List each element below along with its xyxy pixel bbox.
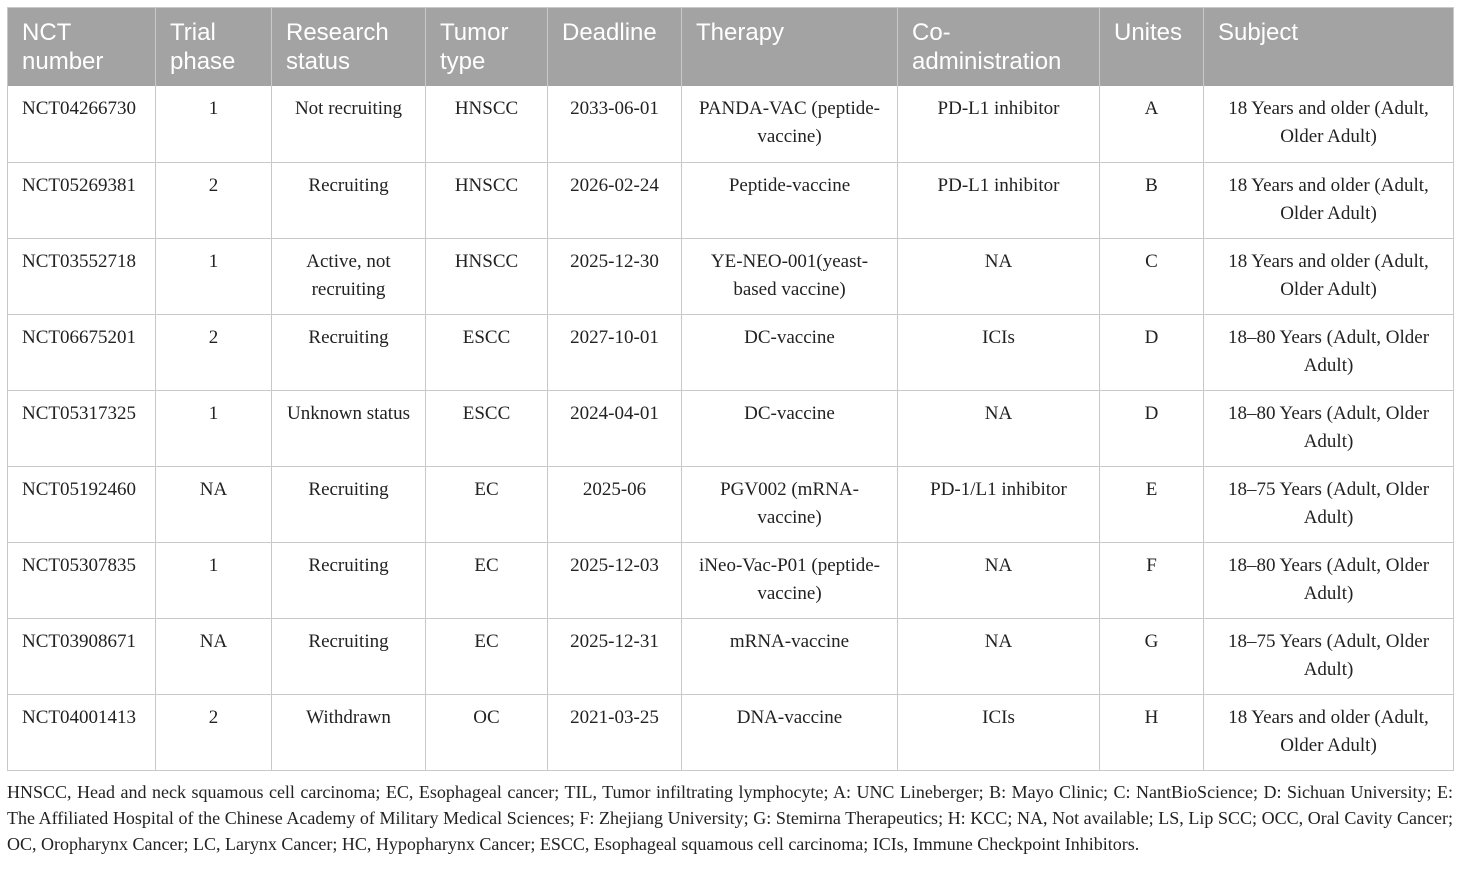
clinical-trials-table [7, 7, 1454, 771]
cell-nct-number: NCT05192460 [8, 466, 156, 542]
cell-research-status: Withdrawn [272, 694, 426, 770]
cell-trial-phase: 1 [156, 238, 272, 314]
cell-therapy: PGV002 (mRNA-vaccine) [682, 466, 898, 542]
header-therapy: Therapy [682, 8, 898, 87]
cell-research-status: Active, not recruiting [272, 238, 426, 314]
cell-deadline: 2024-04-01 [548, 390, 682, 466]
cell-therapy: YE-NEO-001(yeast-based vaccine) [682, 238, 898, 314]
cell-research-status: Unknown status [272, 390, 426, 466]
cell-co-administration: PD-L1 inhibitor [898, 162, 1100, 238]
cell-tumor-type: EC [426, 466, 548, 542]
cell-trial-phase: NA [156, 466, 272, 542]
cell-tumor-type: HNSCC [426, 162, 548, 238]
cell-tumor-type: HNSCC [426, 238, 548, 314]
cell-tumor-type: HNSCC [426, 86, 548, 162]
cell-therapy: iNeo-Vac-P01 (peptide-vaccine) [682, 542, 898, 618]
header-co-administration: Co-administration [898, 8, 1100, 87]
table-row [8, 694, 1454, 770]
table-body [8, 86, 1454, 770]
cell-nct-number: NCT05269381 [8, 162, 156, 238]
cell-subject: 18 Years and older (Adult, Older Adult) [1228, 706, 1429, 756]
cell-subject: 18–75 Years (Adult, Older Adult) [1204, 466, 1454, 542]
cell-unites: A [1100, 86, 1204, 162]
cell-unites: F [1100, 542, 1204, 618]
table-footnote: HNSCC, Head and neck squamous cell carcinoma; EC, Esophageal cancer; TIL, Tumor infiltrating lymphocyte; A: UNC Lineberger; B: Mayo Clinic; C: NantBioScience; D: Sichuan University; E: The Affiliated Hospital of the Chinese Academy of Military Medical Sciences; F: Zhejiang University; G: Stemirna Therapeutics; H: KCC; NA, Not available; LS, Lip SCC; OCC, Oral Cavity Cancer; OC, Oropharynx Cancer; LC, Larynx Cancer; HC, Hypopharynx Cancer; ESCC, Esophageal squamous cell carcinoma; ICIs, Immune Checkpoint Inhibitors. [7, 781, 1453, 854]
table-row [8, 542, 1454, 618]
table-header [8, 8, 1454, 87]
cell-deadline: 2026-02-24 [548, 162, 682, 238]
cell-deadline: 2025-12-03 [548, 542, 682, 618]
table-row [8, 390, 1454, 466]
cell-tumor-type: EC [426, 618, 548, 694]
cell-trial-phase: 2 [156, 314, 272, 390]
cell-nct-number: NCT04001413 [8, 694, 156, 770]
cell-nct-number: NCT04266730 [8, 86, 156, 162]
cell-nct-number: NCT03552718 [8, 238, 156, 314]
cell-therapy: mRNA-vaccine [682, 618, 898, 694]
cell-deadline: 2025-12-31 [548, 618, 682, 694]
header-trial-phase: Trial phase [156, 8, 272, 87]
cell-nct-number: NCT03908671 [8, 618, 156, 694]
cell-co-administration: NA [898, 542, 1100, 618]
cell-research-status: Recruiting [272, 162, 426, 238]
table-row [8, 238, 1454, 314]
cell-co-administration: NA [898, 618, 1100, 694]
cell-research-status: Not recruiting [272, 86, 426, 162]
cell-therapy: DNA-vaccine [682, 694, 898, 770]
cell-tumor-type: OC [426, 694, 548, 770]
cell-subject: 18–80 Years (Adult, Older Adult) [1204, 390, 1454, 466]
cell-nct-number: NCT05307835 [8, 542, 156, 618]
cell-subject: 18 Years and older (Adult, Older Adult) [1204, 238, 1454, 314]
cell-co-administration: NA [898, 238, 1100, 314]
cell-deadline: 2021-03-25 [548, 694, 682, 770]
cell-subject: 18 Years and older (Adult, Older Adult) [1204, 162, 1454, 238]
cell-subject: 18 Years and older (Adult, Older Adult) [1204, 86, 1454, 162]
cell-unites: C [1100, 238, 1204, 314]
table-row [8, 314, 1454, 390]
cell-subject: 18–75 Years (Adult, Older Adult) [1204, 618, 1454, 694]
cell-research-status: Recruiting [272, 618, 426, 694]
header-deadline: Deadline [548, 8, 682, 87]
header-research-status: Research status [272, 8, 426, 87]
cell-nct-number: NCT06675201 [8, 314, 156, 390]
header-nct-number: NCT number [8, 8, 156, 87]
cell-trial-phase: NA [156, 618, 272, 694]
cell-unites: H [1100, 694, 1204, 770]
cell-research-status: Recruiting [272, 542, 426, 618]
cell-therapy: PANDA-VAC (peptide-vaccine) [682, 86, 898, 162]
cell-subject: 18–80 Years (Adult, Older Adult) [1204, 314, 1454, 390]
table-row [8, 618, 1454, 694]
cell-unites: E [1100, 466, 1204, 542]
cell-unites: B [1100, 162, 1204, 238]
cell-trial-phase: 1 [156, 390, 272, 466]
cell-therapy: DC-vaccine [682, 314, 898, 390]
cell-co-administration: ICIs [898, 314, 1100, 390]
header-tumor-type: Tumor type [426, 8, 548, 87]
header-row [8, 8, 1454, 87]
table-row [8, 162, 1454, 238]
cell-trial-phase: 1 [156, 86, 272, 162]
cell-therapy: DC-vaccine [682, 390, 898, 466]
cell-deadline: 2027-10-01 [548, 314, 682, 390]
cell-nct-number: NCT05317325 [8, 390, 156, 466]
cell-deadline: 2025-12-30 [548, 238, 682, 314]
cell-co-administration: NA [898, 390, 1100, 466]
cell-unites: D [1100, 314, 1204, 390]
document-page [7, 7, 1453, 875]
header-unites: Unites [1100, 8, 1204, 87]
cell-deadline: 2025-06 [548, 466, 682, 542]
table-row [8, 86, 1454, 162]
cell-co-administration: PD-L1 inhibitor [898, 86, 1100, 162]
cell-co-administration: PD-1/L1 inhibitor [898, 466, 1100, 542]
cell-deadline: 2033-06-01 [548, 86, 682, 162]
cell-unites: D [1100, 390, 1204, 466]
cell-therapy: Peptide-vaccine [682, 162, 898, 238]
cell-trial-phase: 2 [156, 694, 272, 770]
cell-trial-phase: 2 [156, 162, 272, 238]
cell-co-administration: ICIs [898, 694, 1100, 770]
header-subject: Subject [1204, 8, 1454, 87]
cell-tumor-type: ESCC [426, 390, 548, 466]
cell-trial-phase: 1 [156, 542, 272, 618]
cell-tumor-type: EC [426, 542, 548, 618]
table-row [8, 466, 1454, 542]
cell-tumor-type: ESCC [426, 314, 548, 390]
cell-research-status: Recruiting [272, 466, 426, 542]
cell-subject: 18–80 Years (Adult, Older Adult) [1204, 542, 1454, 618]
cell-research-status: Recruiting [272, 314, 426, 390]
cell-unites: G [1100, 618, 1204, 694]
